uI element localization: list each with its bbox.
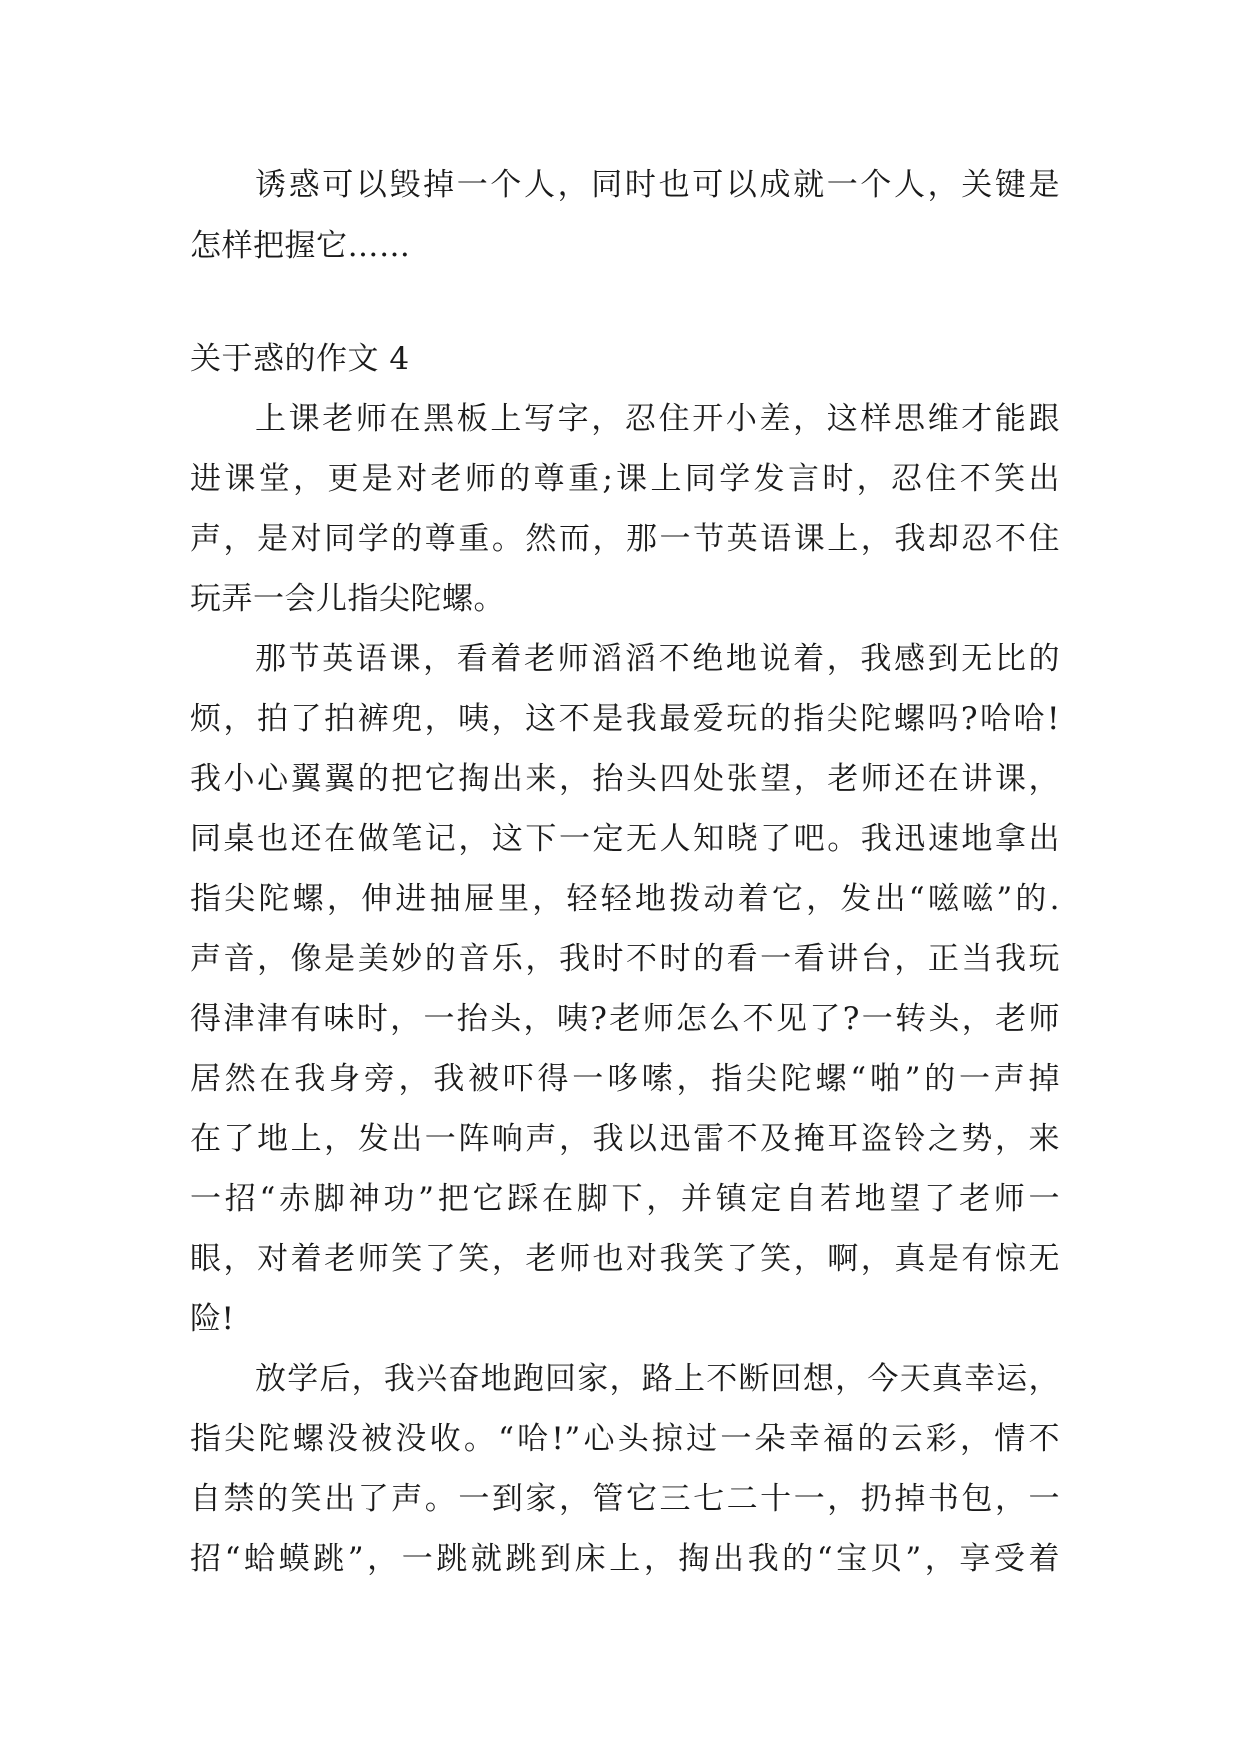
paragraph-line: 那节英语课，看着老师滔滔不绝地说着，我感到无比的 [255,641,1060,677]
paragraph-line: 居然在我身旁，我被吓得一哆嗦，指尖陀螺“啪”的一声掉 [190,1061,1060,1097]
paragraph-line: 自禁的笑出了声。一到家，管它三七二十一，扔掉书包，一 [190,1481,1060,1517]
paragraph-line: 指尖陀螺没被没收。“哈!”心头掠过一朵幸福的云彩，情不 [190,1421,1060,1457]
paragraph-line: 声音，像是美妙的音乐，我时不时的看一看讲台，正当我玩 [190,941,1060,977]
paragraph-line: 眼，对着老师笑了笑，老师也对我笑了笑，啊，真是有惊无 [190,1241,1060,1277]
paragraph-line: 诱惑可以毁掉一个人，同时也可以成就一个人，关键是 [255,167,1060,203]
paragraph-line: 烦，拍了拍裤兜，咦，这不是我最爱玩的指尖陀螺吗?哈哈! [190,701,1060,737]
paragraph-line: 放学后，我兴奋地跑回家，路上不断回想，今天真幸运， [255,1361,1060,1397]
paragraph-line: 声，是对同学的尊重。然而，那一节英语课上，我却忍不住 [190,521,1060,557]
paragraph-line: 招“蛤蟆跳”，一跳就跳到床上，掏出我的“宝贝”，享受着 [190,1541,1060,1577]
paragraph-line: 指尖陀螺，伸进抽屉里，轻轻地拨动着它，发出“嗞嗞”的. [190,881,1060,917]
paragraph-line: 得津津有味时，一抬头，咦?老师怎么不见了?一转头，老师 [190,1001,1060,1037]
paragraph-line: 险! [190,1301,235,1337]
paragraph-line: 在了地上，发出一阵响声，我以迅雷不及掩耳盗铃之势，来 [190,1121,1060,1157]
paragraph-line: 进课堂，更是对老师的尊重;课上同学发言时，忍住不笑出 [190,461,1060,497]
paragraph-line: 我小心翼翼的把它掏出来，抬头四处张望，老师还在讲课， [190,761,1060,797]
paragraph-line: 上课老师在黑板上写字，忍住开小差，这样思维才能跟 [255,401,1060,437]
paragraph-line: 玩弄一会儿指尖陀螺。 [190,581,505,617]
paragraph-line: 同桌也还在做笔记，这下一定无人知晓了吧。我迅速地拿出 [190,821,1060,857]
paragraph-line: 一招“赤脚神功”把它踩在脚下，并镇定自若地望了老师一 [190,1181,1060,1217]
paragraph-line: 怎样把握它…… [190,228,411,264]
section-heading: 关于惑的作文 4 [190,341,410,377]
